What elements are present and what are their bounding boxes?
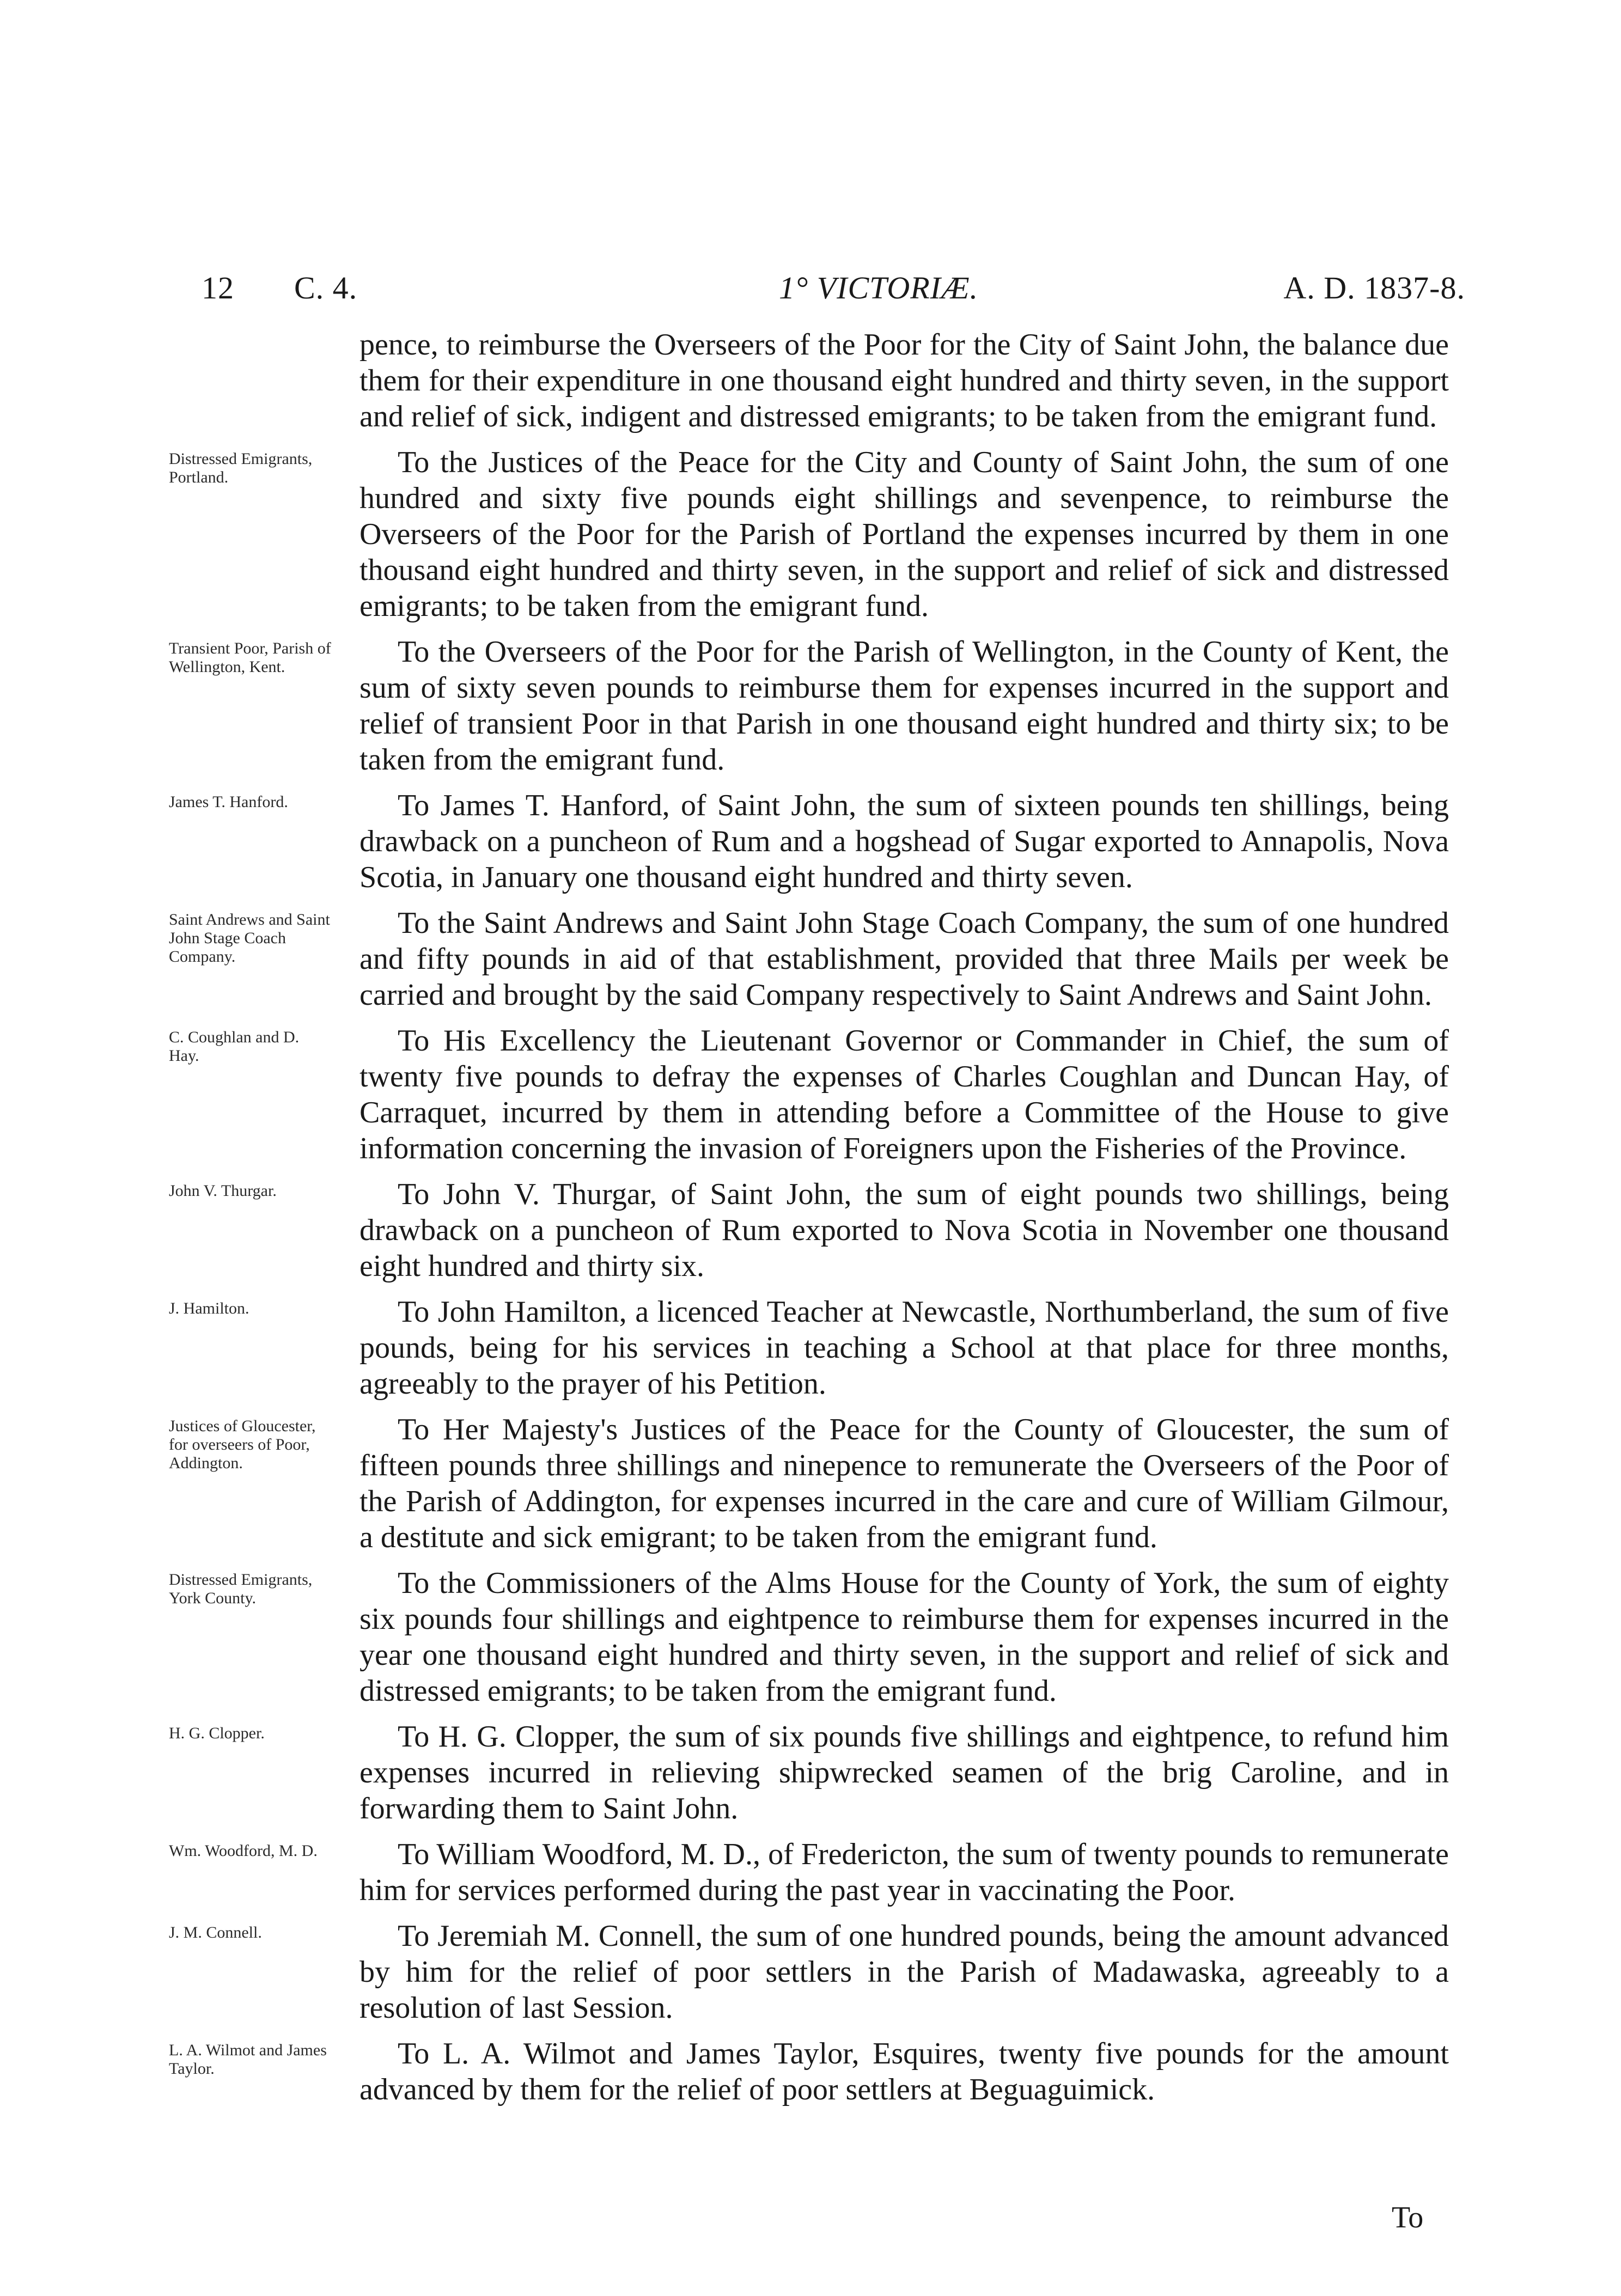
appropriation-list bbox=[169, 327, 1449, 2117]
list-item bbox=[169, 1294, 1449, 1402]
list-item bbox=[169, 2036, 1449, 2108]
list-item bbox=[169, 787, 1449, 895]
year-label: A. D. 1837-8. bbox=[1283, 270, 1465, 306]
paragraph: To John V. Thurgar, of Saint John, the sum of eight pounds two shillings, being drawback on a puncheon of Rum exported to Nova Scotia in November one thousand eight hundred and thirty six. bbox=[359, 1177, 1449, 1283]
margin-note: Distressed Emigrants, Portland. bbox=[169, 450, 313, 486]
paragraph: To the Commissioners of the Alms House for the County of York, the sum of eighty six pounds four shillings and eightpence to reimburse them for expenses incurred in the year one thousand eight hundred and thirty seven, in the support and relief of sick and distressed emigrants; to be taken from the emigrant fund. bbox=[359, 1566, 1449, 1708]
margin-note: J. Hamilton. bbox=[169, 1299, 249, 1317]
list-item bbox=[169, 634, 1449, 778]
page-number: 12 bbox=[202, 270, 234, 306]
margin-note: John V. Thurgar. bbox=[169, 1182, 277, 1200]
paragraph: To the Saint Andrews and Saint John Stage Coach Company, the sum of one hundred and fifty pounds in aid of that establishment, provided that three Mails per week be carried and brought by the said Company respectively to Saint Andrews and Saint John. bbox=[359, 906, 1449, 1012]
paragraph: To Jeremiah M. Connell, the sum of one hundred pounds, being the amount advanced by him for the relief of poor settlers in the Parish of Madawaska, agreeably to a resolution of last Session. bbox=[359, 1919, 1449, 2025]
margin-note: Wm. Woodford, M. D. bbox=[169, 1842, 318, 1860]
list-item bbox=[169, 1565, 1449, 1709]
margin-note: Justices of Gloucester, for overseers of Poor, Addington. bbox=[169, 1417, 316, 1472]
paragraph: To John Hamilton, a licenced Teacher at Newcastle, Northumberland, the sum of five pounds, being for his services in teaching a School at that place for three months, agreeably to the prayer of his Petition. bbox=[359, 1295, 1449, 1401]
list-item bbox=[169, 1918, 1449, 2026]
paragraph: To the Overseers of the Poor for the Parish of Wellington, in the County of Kent, the sum of sixty seven pounds to reimburse them for expenses incurred in the support and relief of transient Poor in that Parish in one thousand eight hundred and thirty six; to be taken from the emigrant fund. bbox=[359, 635, 1449, 777]
margin-note: C. Coughlan and D. Hay. bbox=[169, 1028, 300, 1065]
paragraph: To the Justices of the Peace for the City and County of Saint John, the sum of one hundred and sixty five pounds eight shillings and sevenpence, to reimburse the Overseers of the Poor for the Parish of Portland the expenses incurred by them in one thousand eight hundred and thirty seven, in the support and relief of sick and distressed emigrants; to be taken from the emigrant fund. bbox=[359, 445, 1449, 623]
list-item bbox=[169, 444, 1449, 624]
list-item bbox=[169, 1719, 1449, 1827]
paragraph: To L. A. Wilmot and James Taylor, Esquires, twenty five pounds for the amount advanced by them for the relief of poor settlers at Beguaguimick. bbox=[359, 2037, 1449, 2106]
list-item bbox=[169, 1023, 1449, 1167]
paragraph: pence, to reimburse the Overseers of the Poor for the City of Saint John, the balance due them for their expenditure in one thousand eight hundred and thirty seven, in the support and relief of sick, indigent and distressed emigrants; to be taken from the emigrant fund. bbox=[359, 328, 1449, 433]
list-item bbox=[180, 327, 1449, 435]
list-item bbox=[169, 905, 1449, 1013]
paragraph: To H. G. Clopper, the sum of six pounds five shillings and eightpence, to refund him expenses incurred in relieving shipwrecked seamen of the brig Caroline, and in forwarding them to Saint John. bbox=[359, 1720, 1449, 1825]
margin-note: Distressed Emigrants, York County. bbox=[169, 1571, 313, 1607]
reign-title: 1° VICTORIÆ. bbox=[779, 270, 979, 306]
margin-note: H. G. Clopper. bbox=[169, 1724, 265, 1742]
margin-note: James T. Hanford. bbox=[169, 793, 288, 811]
chapter-label: C. 4. bbox=[294, 270, 358, 306]
margin-note: L. A. Wilmot and James Taylor. bbox=[169, 2041, 327, 2078]
list-item bbox=[169, 1412, 1449, 1555]
list-item bbox=[169, 1176, 1449, 1284]
list-item bbox=[169, 1836, 1449, 1908]
margin-note: Saint Andrews and Saint John Stage Coach Company. bbox=[169, 911, 330, 966]
running-header bbox=[202, 270, 1465, 313]
paragraph: To James T. Hanford, of Saint John, the sum of sixteen pounds ten shillings, being drawback on a puncheon of Rum and a hogshead of Sugar exported to Annapolis, Nova Scotia, in January one thousand eight hundred and thirty seven. bbox=[359, 789, 1449, 894]
margin-note: Transient Poor, Parish of Wellington, Kent. bbox=[169, 639, 331, 676]
paragraph: To Her Majesty's Justices of the Peace for the County of Gloucester, the sum of fifteen pounds three shillings and ninepence to remunerate the Overseers of the Poor of the Parish of Addington, for expenses incurred in the care and cure of William Gilmour, a destitute and sick emigrant; to be taken from the emigrant fund. bbox=[359, 1413, 1449, 1554]
margin-note: J. M. Connell. bbox=[169, 1923, 262, 1941]
paragraph: To William Woodford, M. D., of Fredericton, the sum of twenty pounds to remunerate him for services performed during the past year in vaccinating the Poor. bbox=[359, 1837, 1449, 1907]
catchword: To bbox=[1392, 2201, 1424, 2234]
paragraph: To His Excellency the Lieutenant Governor or Commander in Chief, the sum of twenty five pounds to defray the expenses of Charles Coughlan and Duncan Hay, of Carraquet, incurred by them in attending before a Committee of the House to give information concerning the invasion of Foreigners upon the Fisheries of the Province. bbox=[359, 1024, 1449, 1165]
